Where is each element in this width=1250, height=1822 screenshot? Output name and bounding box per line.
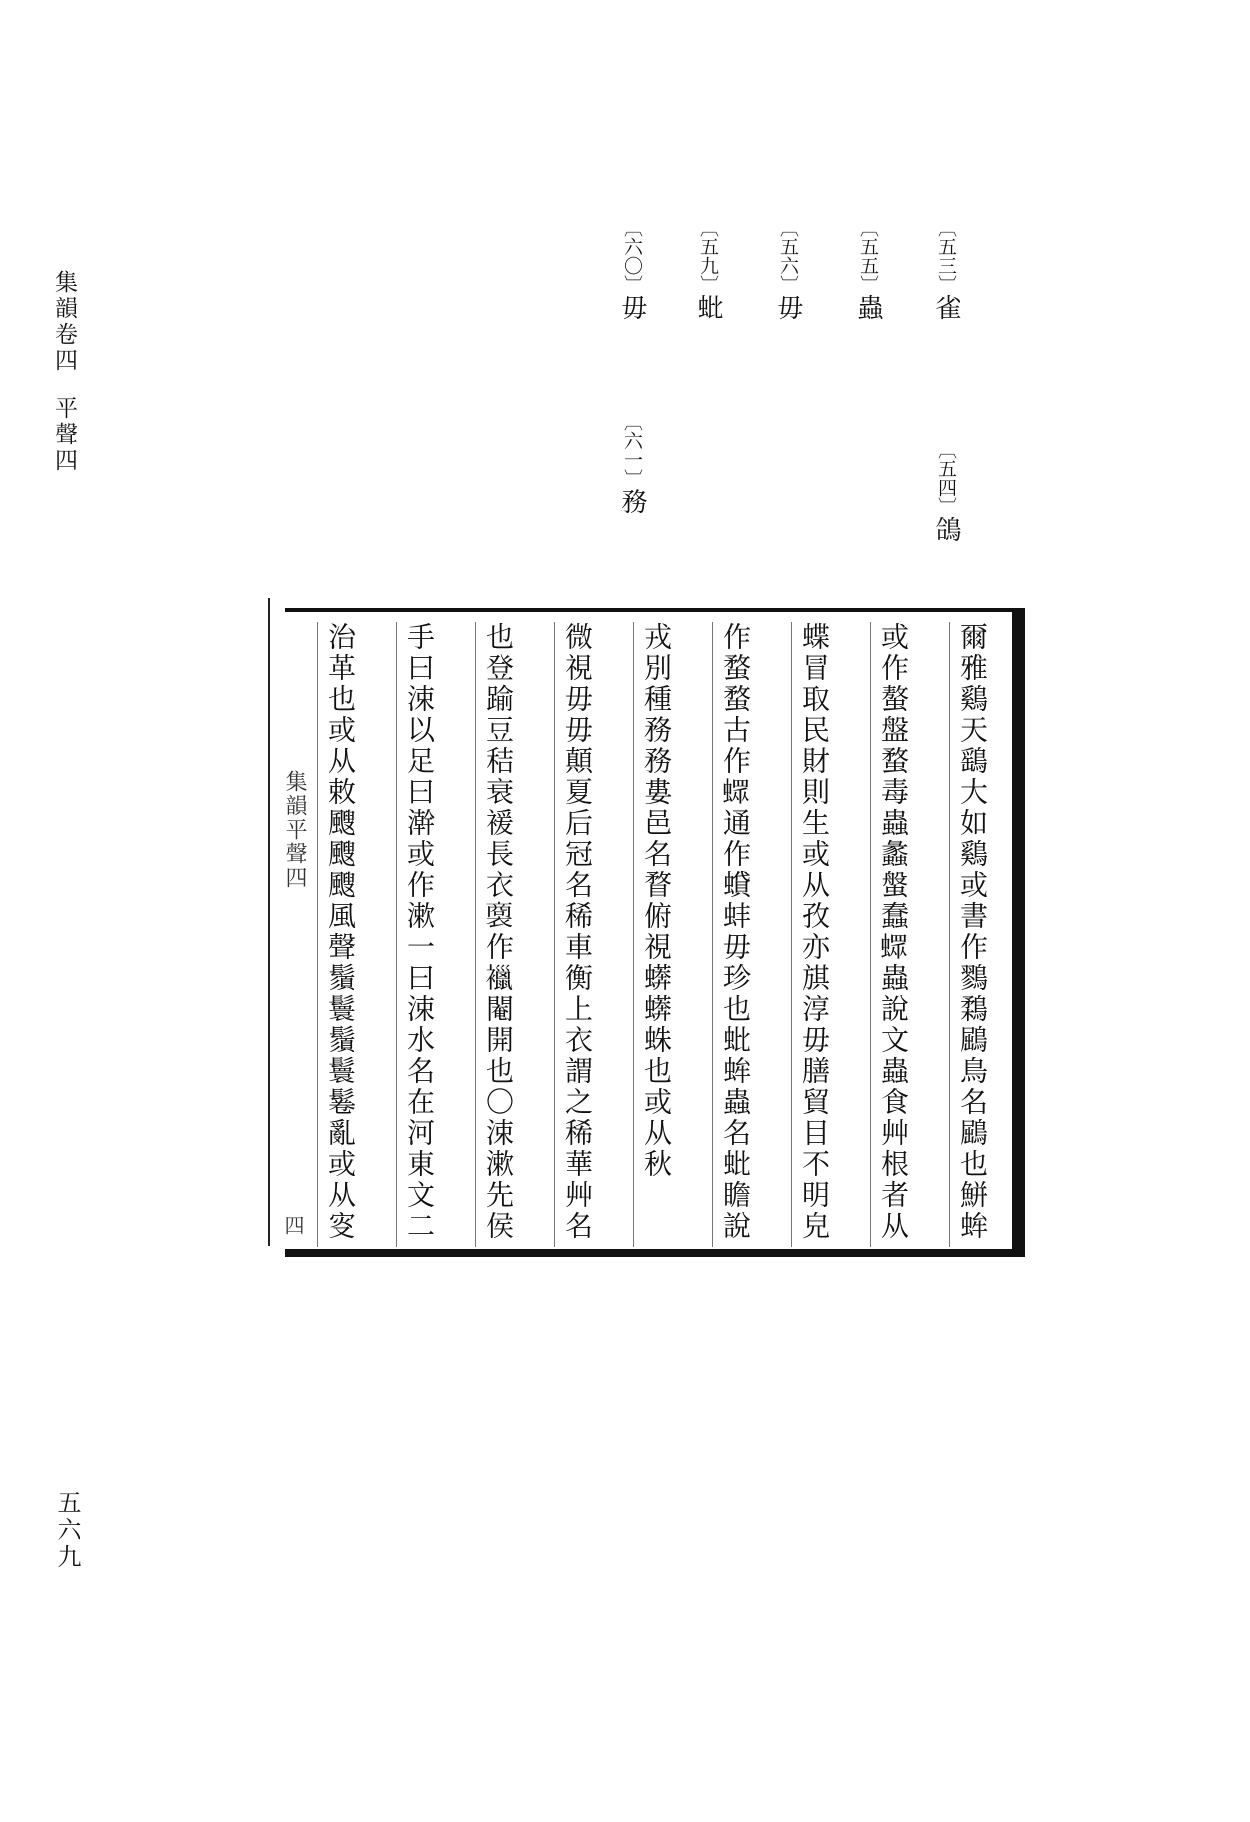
collation-note bbox=[928, 218, 965, 326]
note-char: 毋 bbox=[617, 294, 647, 326]
spine-page: 四 bbox=[281, 1215, 305, 1235]
text-column: 治革也或从敕颼颼颼風聲鬚鬟鬚鬟鬈亂或从叜 bbox=[317, 622, 362, 1247]
collation-note bbox=[614, 218, 651, 326]
note-tag: 〔五九〕 bbox=[697, 218, 719, 294]
collation-note bbox=[850, 218, 887, 326]
note-char: 雀 bbox=[931, 294, 961, 326]
collation-note bbox=[690, 218, 727, 326]
text-column: 或作螯盤蝥毒蟲蠡螌蠢𧑄蟲說文蟲食艸根者从 bbox=[870, 622, 915, 1247]
text-column: 微視毋毋顛夏后冠名稀車衡上衣謂之稀華艸名 bbox=[554, 622, 599, 1247]
spine-title: 集韻平聲四 bbox=[282, 770, 307, 890]
text-column: 蝶冒取民財則生或从孜亦𣄃淳毋膳貿目不明皃 bbox=[791, 622, 836, 1247]
collation-note bbox=[928, 440, 965, 548]
section-name: 平聲四 bbox=[51, 396, 77, 474]
note-char: 蟲 bbox=[853, 294, 883, 326]
collation-note bbox=[614, 412, 651, 520]
text-column: 戎別種務務婁邑名瞀俯視蠎蠎蛛也或从秋 bbox=[633, 622, 678, 1247]
text-column: 也登踰豆秸衰褑長衣𧜟作𧞪閹開也〇涑漱先侯 bbox=[475, 622, 520, 1247]
text-column: 手曰涑以足曰澣或作漱一曰涑水名在河東文二 bbox=[396, 622, 441, 1247]
note-tag: 〔五六〕 bbox=[777, 218, 799, 294]
collation-note bbox=[770, 218, 807, 326]
note-char: 鴿 bbox=[931, 516, 961, 548]
note-char: 蚍 bbox=[693, 294, 723, 326]
note-tag: 〔六一〕 bbox=[621, 412, 643, 488]
note-tag: 〔六〇〕 bbox=[621, 218, 643, 294]
note-char: 務 bbox=[617, 488, 647, 520]
note-tag: 〔五四〕 bbox=[935, 440, 957, 516]
volume-name: 集韻卷四 bbox=[51, 270, 77, 374]
text-column: 爾雅鷄天鷂大如鷄或書作鷚鶔鶌鳥名鶌也鮩蛑 bbox=[949, 622, 994, 1247]
note-tag: 〔五五〕 bbox=[857, 218, 879, 294]
text-column: 作蝥蝥古作𧑄通作蟘蚌毋珍也蚍蛑蟲名蚍瞻說 bbox=[712, 622, 757, 1247]
note-char: 毋 bbox=[773, 294, 803, 326]
note-tag: 〔五三〕 bbox=[935, 218, 957, 294]
page-number: 五六九 bbox=[53, 1490, 81, 1571]
volume-title bbox=[48, 270, 81, 474]
